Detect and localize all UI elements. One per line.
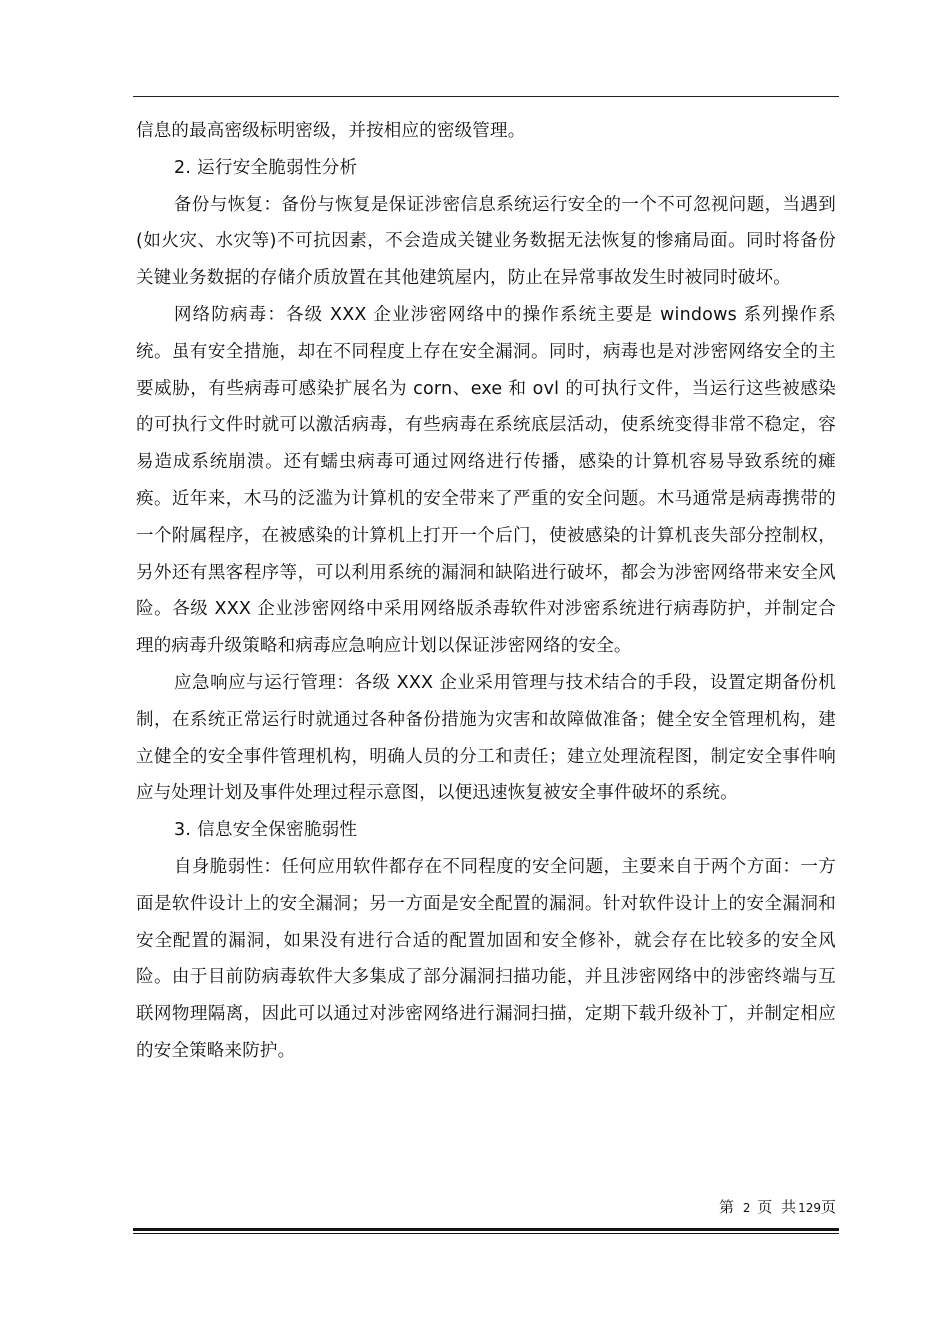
- footer-rule-thick: [133, 1228, 839, 1231]
- paragraph-backup-recovery: 备份与恢复：备份与恢复是保证涉密信息系统运行安全的一个不可忽视问题，当遇到(如火灾、水灾等)不可抗因素，不会造成关键业务数据无法恢复的惨痛局面。同时将备份关键业务数据的存储介质放置在其他建筑屋内，防止在异常事故发生时被同时破坏。: [136, 194, 836, 289]
- page-label-gong: 共: [781, 1198, 799, 1216]
- paragraph-continuation: 信息的最高密级标明密级，并按相应的密级管理。: [136, 121, 526, 141]
- page-label-di: 第: [719, 1198, 737, 1216]
- section-heading-3: 3. 信息安全保密脆弱性: [174, 820, 358, 841]
- footer-rule-thin: [133, 1233, 839, 1234]
- header-rule: [133, 96, 839, 97]
- paragraph-antivirus: 网络防病毒：各级 XXX 企业涉密网络中的操作系统主要是 windows 系列操作系统。虽有安全措施，却在不同程度上存在安全漏洞。同时，病毒也是对涉密网络安全的主要威胁，有些病毒可感染扩展名为 corn、exe 和 ovl 的可执行文件，当运行这些被感染的可执行文件时就可以激活病毒，有些病毒在系统底层活动，使系统变得非常不稳定，容易造成系统崩溃。还有蠕虫病毒可通过网络进行传播，感染的计算机容易导致系统的瘫痪。近年来，木马的泛滥为计算机的安全带来了严重的安全问题。木马通常是病毒携带的一个附属程序，在被感染的计算机上打开一个后门，使被感染的计算机丧失部分控制权，另外还有黑客程序等，可以利用系统的漏洞和缺陷进行破坏，都会为涉密网络带来安全风险。各级 XXX 企业涉密网络中采用网络版杀毒软件对涉密系统进行病毒防护，并制定合理的病毒升级策略和病毒应急响应计划以保证涉密网络的安全。: [136, 304, 836, 657]
- page-number: [719, 1198, 838, 1217]
- section-heading-2: 2. 运行安全脆弱性分析: [174, 157, 358, 178]
- page-label-ye-2: 页: [820, 1198, 838, 1216]
- document-body: [136, 113, 836, 1070]
- page-label-ye: 页: [757, 1198, 775, 1216]
- total-pages: 129: [798, 1201, 821, 1215]
- paragraph-emergency-response: 应急响应与运行管理：各级 XXX 企业采用管理与技术结合的手段，设置定期备份机制，在系统正常运行时就通过各种备份措施为灾害和故障做准备；健全安全管理机构，建立健全的安全事件管理机构，明确人员的分工和责任；建立处理流程图，制定安全事件响应与处理计划及事件处理过程示意图，以便迅速恢复被安全事件破坏的系统。: [136, 672, 836, 804]
- current-page: 2: [742, 1201, 751, 1215]
- paragraph-self-vulnerability: 自身脆弱性：任何应用软件都存在不同程度的安全问题，主要来自于两个方面：一方面是软件设计上的安全漏洞；另一方面是安全配置的漏洞。针对软件设计上的安全漏洞和安全配置的漏洞，如果没有进行合适的配置加固和安全修补，就会存在比较多的安全风险。由于目前防病毒软件大多集成了部分漏洞扫描功能，并且涉密网络中的涉密终端与互联网物理隔离，因此可以通过对涉密网络进行漏洞扫描，定期下载升级补丁，并制定相应的安全策略来防护。: [136, 856, 836, 1061]
